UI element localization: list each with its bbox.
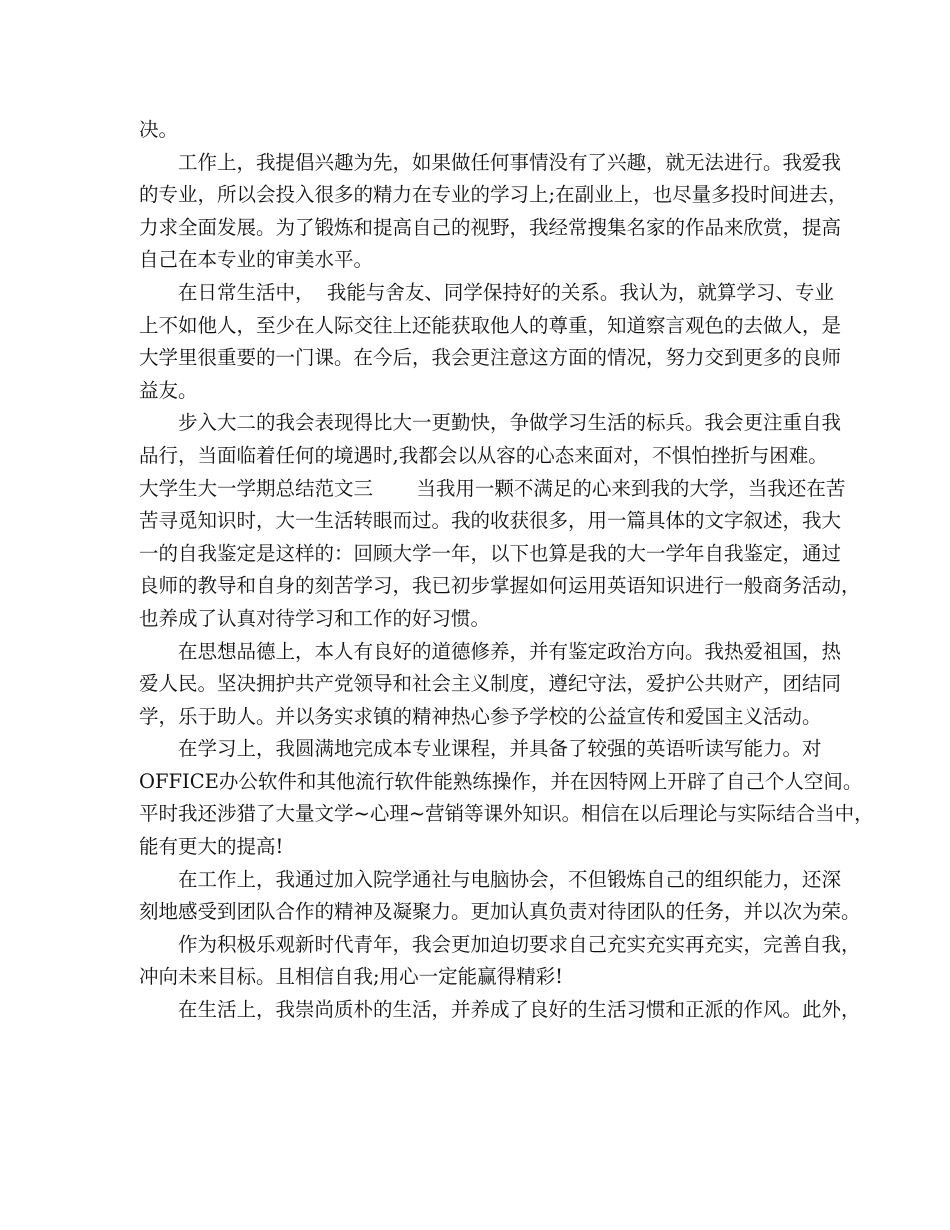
text-line: 平时我还涉猎了大量文学~心理~营销等课外知识。相信在以后理论与实际结合当中， bbox=[139, 802, 874, 826]
text-line: 爱人民。坚决拥护共产党领导和社会主义制度，遵纪守法，爱护公共财产，团结同 bbox=[139, 672, 842, 696]
text-line: 大学生大一学期总结范文三 当我用一颗不满足的心来到我的大学，当我还在苦 bbox=[139, 476, 846, 500]
text-line: 在思想品德上，本人有良好的道德修养，并有鉴定政治方向。我热爱祖国，热 bbox=[178, 639, 842, 663]
text-line: 上不如他人，至少在人际交往上还能获取他人的尊重，知道察言观色的去做人，是 bbox=[139, 313, 842, 337]
text-line: 在工作上，我通过加入院学通社与电脑协会，不但锻炼自己的组织能力，还深 bbox=[178, 867, 842, 891]
text-line: 学，乐于助人。并以务实求镇的精神热心参予学校的公益宣传和爱国主义活动。 bbox=[139, 704, 822, 728]
text-line: 的专业，所以会投入很多的精力在专业的学习上;在副业上，也尽量多投时间进去， bbox=[139, 183, 848, 207]
text-line: 大学里很重要的一门课。在今后，我会更注意这方面的情况，努力交到更多的良师 bbox=[139, 346, 842, 370]
text-line: OFFICE办公软件和其他流行软件能熟练操作，并在因特网上开辟了自己个人空间。 bbox=[139, 769, 863, 793]
text-line: 苦寻觅知识时，大一生活转眼而过。我的收获很多，用一篇具体的文字叙述，我大 bbox=[139, 509, 842, 533]
text-line: 在生活上，我崇尚质朴的生活，并养成了良好的生活习惯和正派的作风。此外， bbox=[178, 998, 861, 1022]
text-line: 冲向未来目标。且相信自我;用心一定能赢得精彩! bbox=[139, 965, 563, 989]
text-line: 良师的教导和自身的刻苦学习，我已初步掌握如何运用英语知识进行一般商务活动， bbox=[139, 574, 861, 598]
text-line: 益友。 bbox=[139, 378, 198, 402]
text-line: 能有更大的提高! bbox=[139, 835, 284, 859]
text-line: 自己在本专业的审美水平。 bbox=[139, 248, 374, 272]
text-line: 在日常生活中， 我能与舍友、同学保持好的关系。我认为，就算学习、专业 bbox=[178, 280, 834, 304]
text-line: 作为积极乐观新时代青年，我会更加迫切要求自己充实充实再充实，完善自我， bbox=[178, 932, 861, 956]
text-line: 工作上，我提倡兴趣为先，如果做任何事情没有了兴趣，就无法进行。我爱我 bbox=[178, 150, 842, 174]
text-line: 力求全面发展。为了锻炼和提高自己的视野，我经常搜集名家的作品来欣赏，提高 bbox=[139, 215, 842, 239]
text-line: 品行，当面临着任何的境遇时,我都会以从容的心态来面对，不惧怕挫折与困难。 bbox=[139, 443, 828, 467]
text-line: 一的自我鉴定是这样的：回顾大学一年，以下也算是我的大一学年自我鉴定，通过 bbox=[139, 541, 842, 565]
document-body bbox=[139, 114, 874, 1027]
text-line: 步入大二的我会表现得比大一更勤快，争做学习生活的标兵。我会更注重自我 bbox=[178, 411, 842, 435]
text-line: 刻地感受到团队合作的精神及凝聚力。更加认真负责对待团队的任务，并以次为荣。 bbox=[139, 900, 861, 924]
text-line: 在学习上，我圆满地完成本专业课程，并具备了较强的英语听读写能力。对 bbox=[178, 737, 822, 761]
text-line: 也养成了认真对待学习和工作的好习惯。 bbox=[139, 606, 491, 630]
text-line: 决。 bbox=[139, 118, 179, 141]
